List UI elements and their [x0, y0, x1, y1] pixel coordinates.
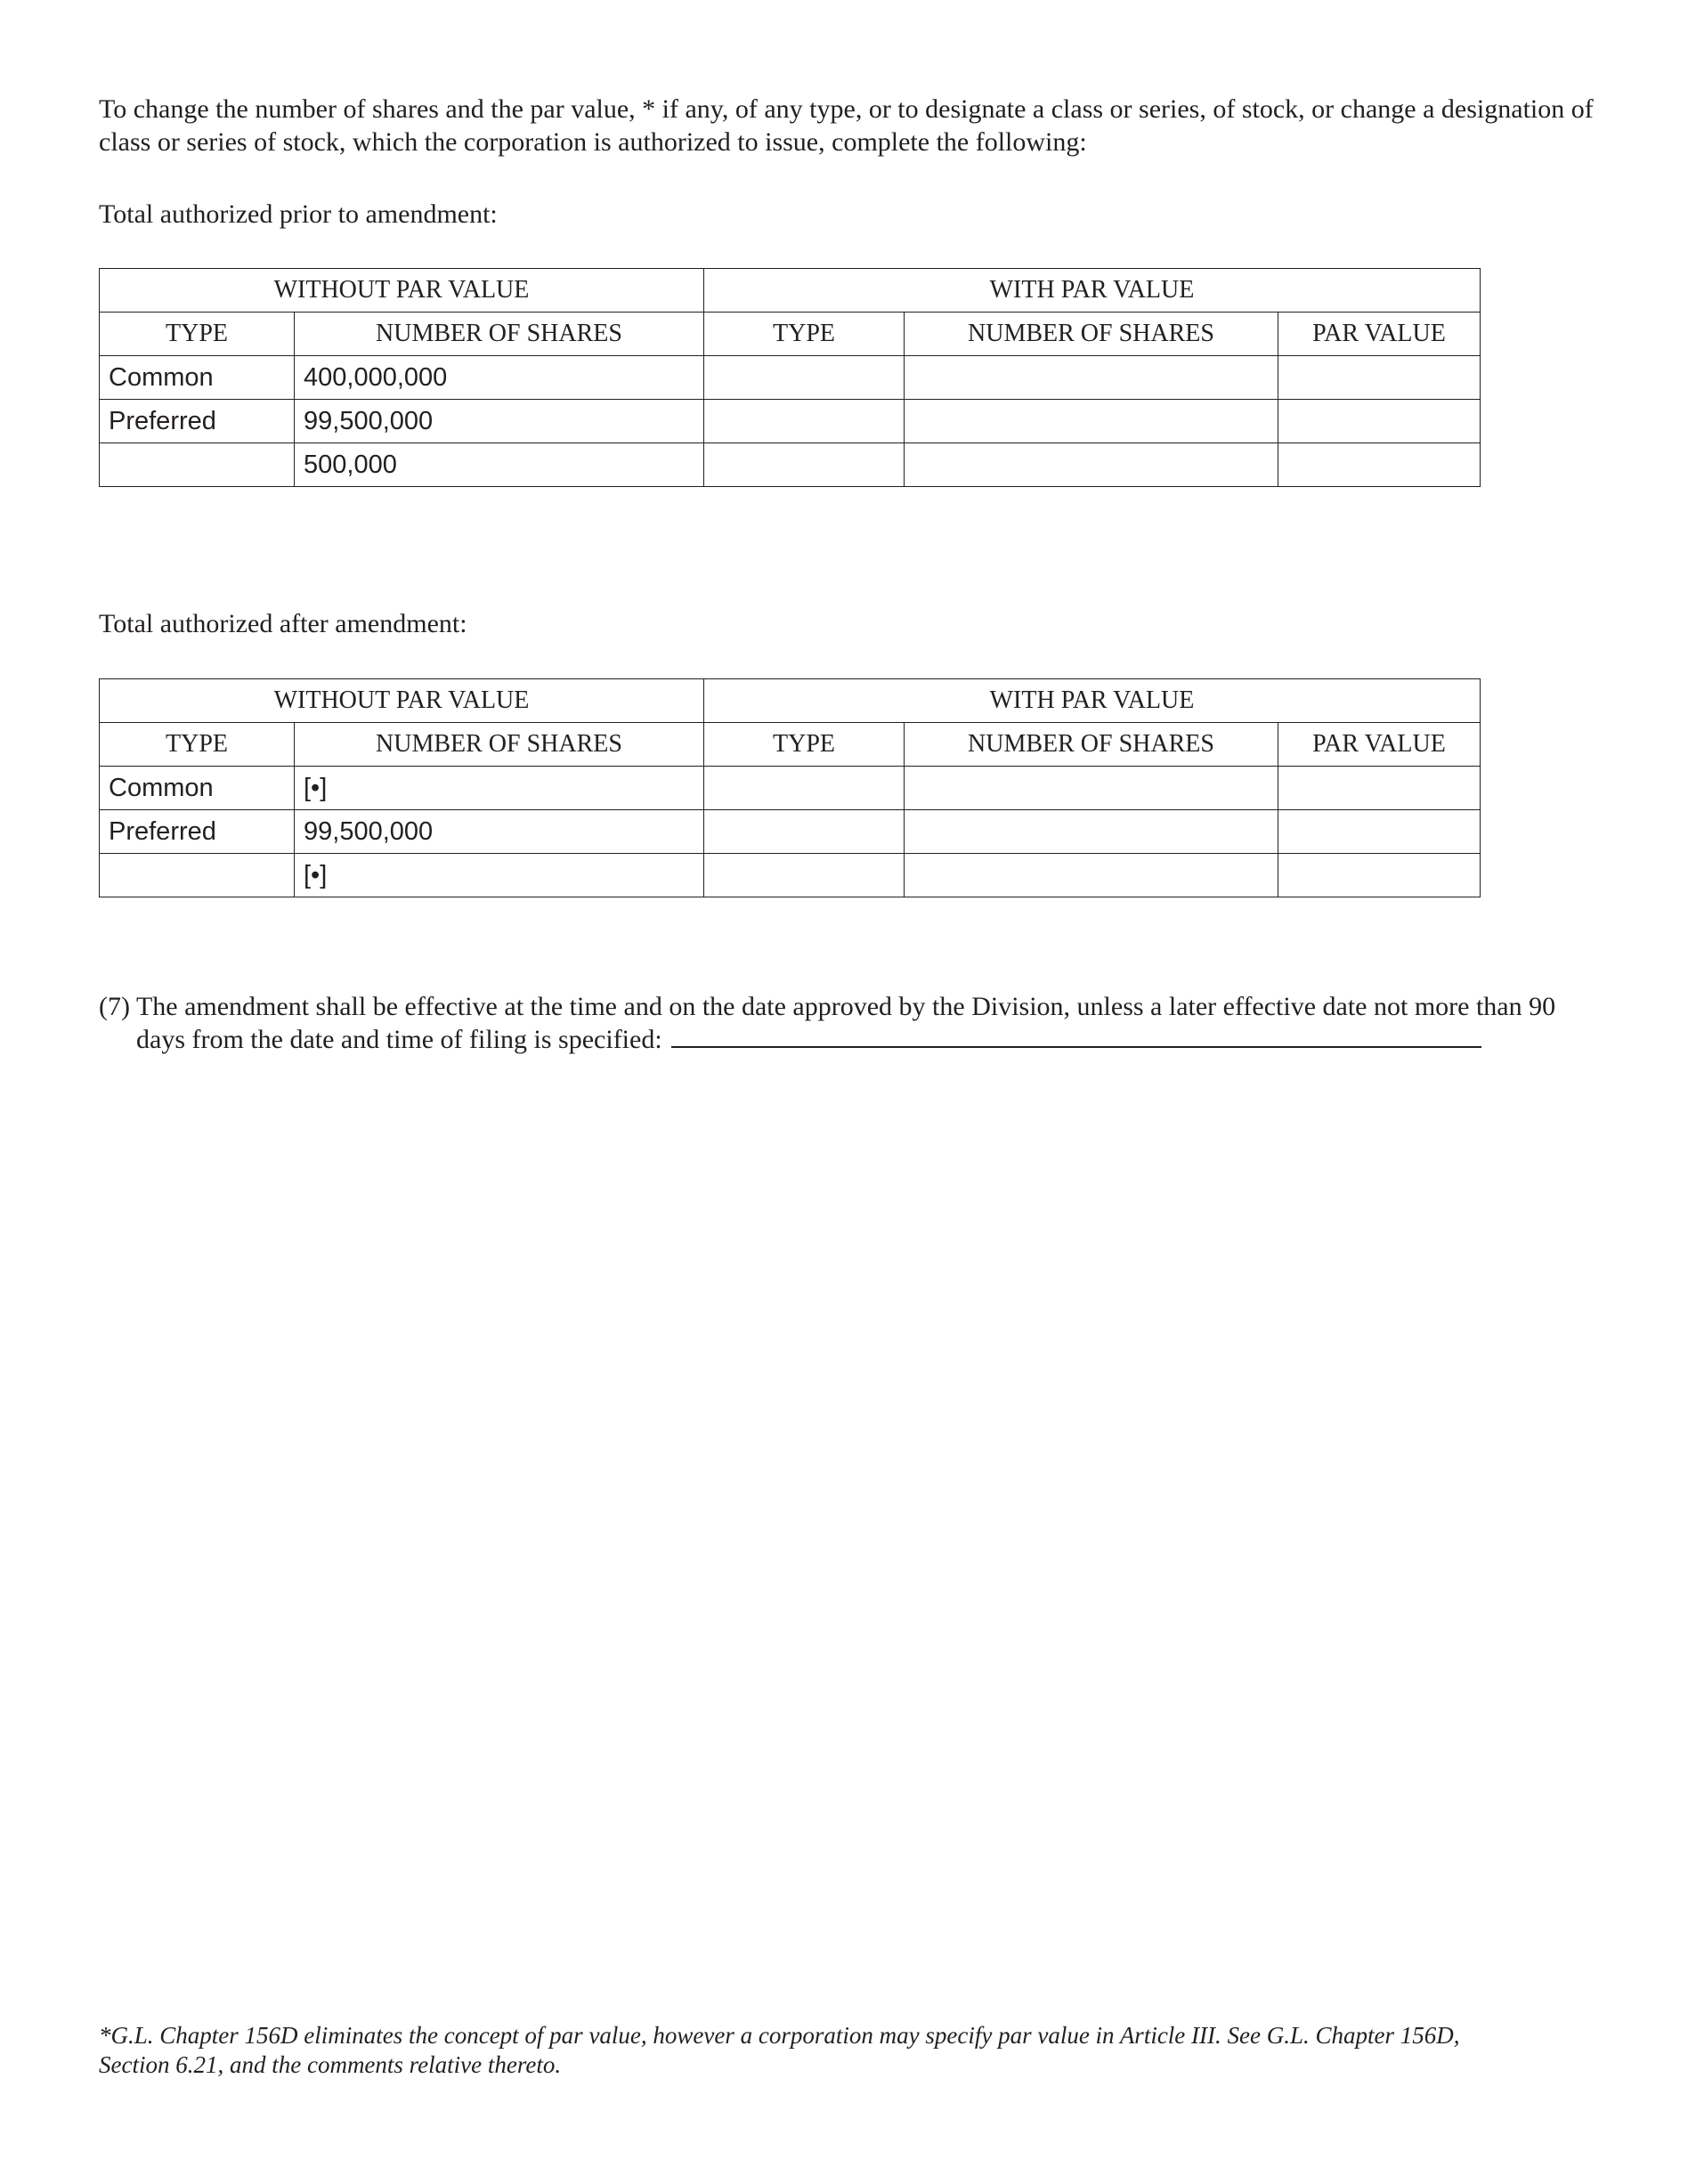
empty-cell: [1278, 400, 1481, 443]
type-cell: Common: [100, 356, 295, 400]
table-row: [100, 443, 1481, 487]
empty-cell: [905, 810, 1278, 854]
after-section-label: Total authorized after amendment:: [99, 609, 467, 638]
table-row: [100, 854, 1481, 897]
type-cell: Common: [100, 767, 295, 810]
shares-cell: [•]: [295, 767, 704, 810]
empty-cell: [1278, 767, 1481, 810]
table-row: [100, 810, 1481, 854]
empty-cell: [905, 443, 1278, 487]
number-of-shares-header: NUMBER OF SHARES: [295, 723, 704, 767]
empty-cell: [704, 767, 905, 810]
prior-section-label: Total authorized prior to amendment:: [99, 199, 498, 229]
table-row: [100, 400, 1481, 443]
shares-cell: 500,000: [295, 443, 704, 487]
empty-cell: [704, 854, 905, 897]
number-of-shares-header: NUMBER OF SHARES: [295, 313, 704, 356]
shares-cell: 400,000,000: [295, 356, 704, 400]
effective-date-blank-field[interactable]: [671, 1023, 1481, 1048]
without-par-header: WITHOUT PAR VALUE: [100, 679, 704, 723]
intro-paragraph: To change the number of shares and the par value, * if any, of any type, or to designate a class or series, of stock, or change a designation of class or series of stock, which the corporation is authorized to issue, complete the following:: [99, 94, 1594, 157]
with-par-header: WITH PAR VALUE: [704, 269, 1481, 313]
empty-cell: [1278, 854, 1481, 897]
empty-cell: [1278, 443, 1481, 487]
after-shares-table: [99, 678, 1481, 897]
par-value-footnote: *G.L. Chapter 156D eliminates the concept of par value, however a corporation may specify par value in Article III. See G.L. Chapter 156D, Section 6.21, and the comments relative thereto.: [99, 2022, 1460, 2078]
empty-cell: [704, 356, 905, 400]
empty-cell: [1278, 810, 1481, 854]
par-type-header: TYPE: [704, 313, 905, 356]
type-header: TYPE: [100, 723, 295, 767]
par-value-header: PAR VALUE: [1278, 723, 1481, 767]
type-cell: Preferred: [100, 400, 295, 443]
shares-cell: 99,500,000: [295, 400, 704, 443]
with-par-header: WITH PAR VALUE: [704, 679, 1481, 723]
empty-cell: [905, 356, 1278, 400]
empty-cell: [905, 400, 1278, 443]
type-cell: [100, 443, 295, 487]
par-value-header: PAR VALUE: [1278, 313, 1481, 356]
empty-cell: [1278, 356, 1481, 400]
empty-cell: [905, 854, 1278, 897]
without-par-header: WITHOUT PAR VALUE: [100, 269, 704, 313]
type-header: TYPE: [100, 313, 295, 356]
table-row: [100, 767, 1481, 810]
shares-cell: 99,500,000: [295, 810, 704, 854]
empty-cell: [704, 810, 905, 854]
table-row: [100, 356, 1481, 400]
type-cell: [100, 854, 295, 897]
par-number-of-shares-header: NUMBER OF SHARES: [905, 313, 1278, 356]
effective-date-line1: (7) The amendment shall be effective at the time and on the date approved by the Division, unless a later effective date not more than 90: [99, 992, 1556, 1021]
empty-cell: [704, 443, 905, 487]
empty-cell: [905, 767, 1278, 810]
prior-shares-table: [99, 268, 1481, 487]
shares-cell: [•]: [295, 854, 704, 897]
type-cell: Preferred: [100, 810, 295, 854]
par-type-header: TYPE: [704, 723, 905, 767]
empty-cell: [704, 400, 905, 443]
par-number-of-shares-header: NUMBER OF SHARES: [905, 723, 1278, 767]
effective-date-paragraph: [99, 990, 1612, 1056]
effective-date-line2: days from the date and time of filing is specified:: [136, 1025, 662, 1054]
